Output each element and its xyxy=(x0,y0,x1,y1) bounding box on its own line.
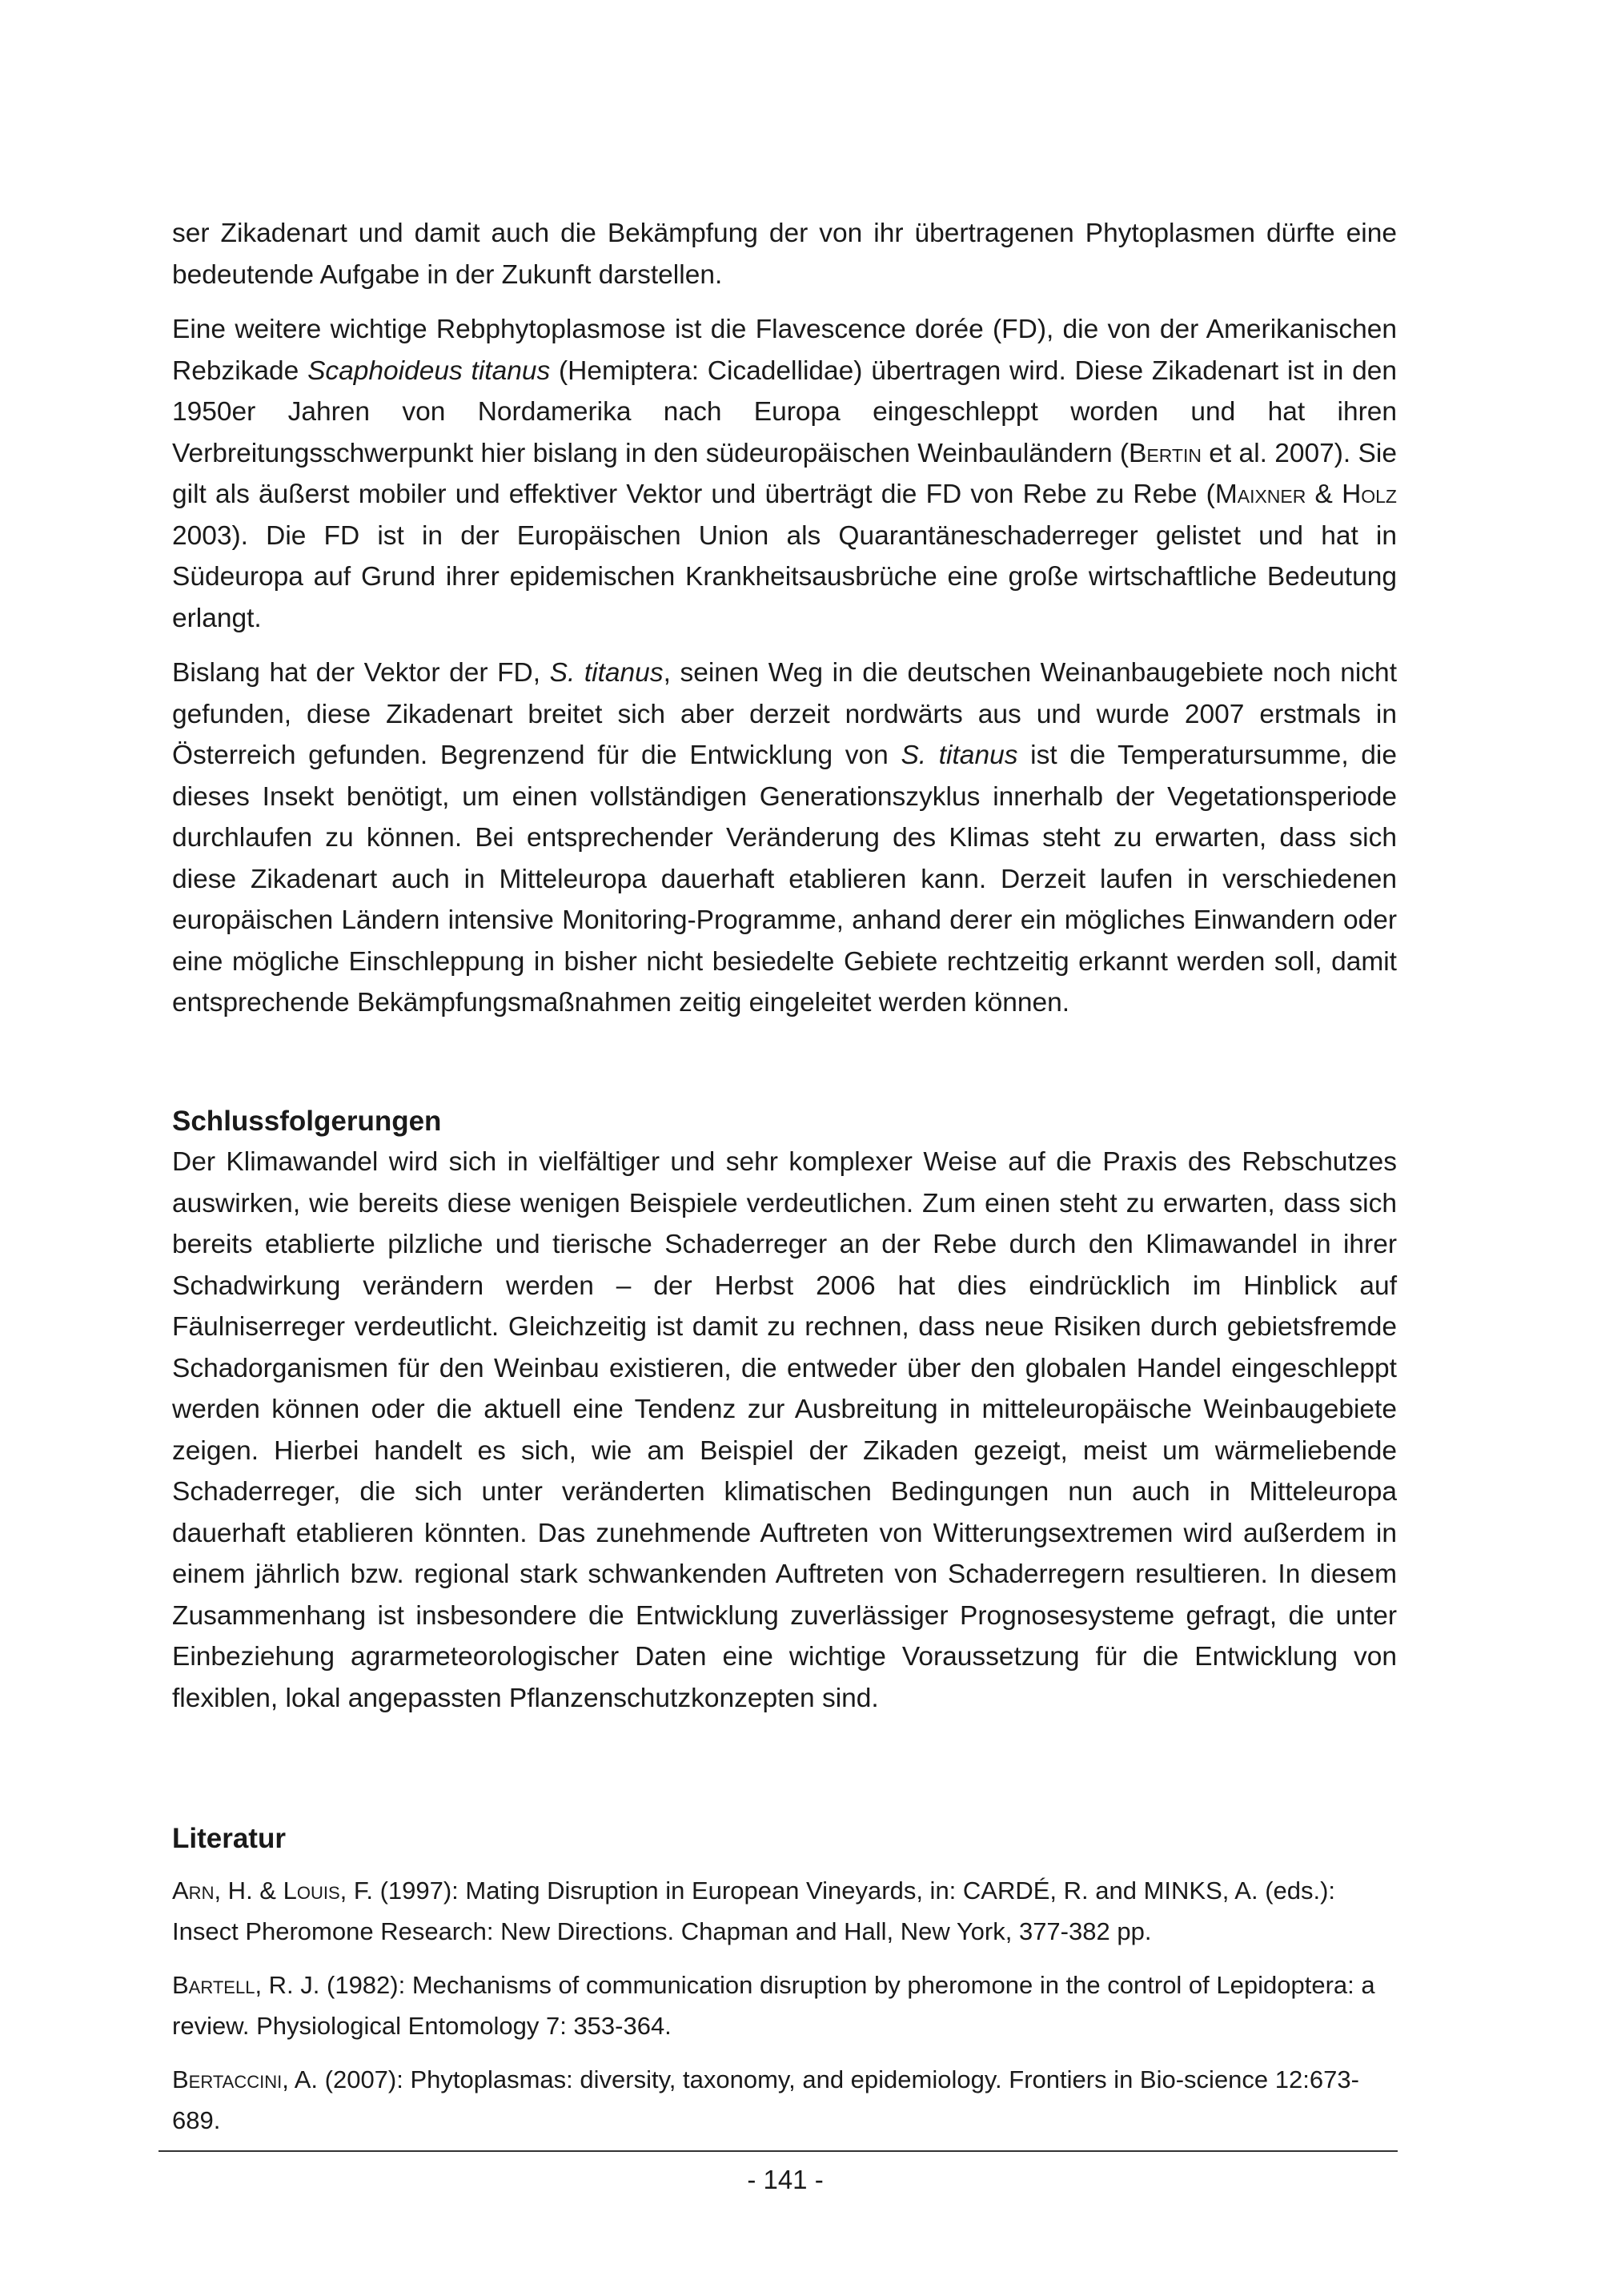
page-number: - 141 - xyxy=(747,2165,824,2194)
paragraph-1: ser Zikadenart und damit auch die Bekämpfung der von ihr übertragenen Phytoplasmen dürfte eine bedeutende Aufgabe in der Zukunft darstellen. xyxy=(172,219,1397,290)
citation-author: Bertin xyxy=(1129,438,1202,468)
section-heading: Literatur xyxy=(172,1823,286,1854)
section-heading: Schlussfolgerungen xyxy=(172,1106,442,1137)
literature-section xyxy=(172,1819,1397,2154)
reference-item: Bertaccini, A. (2007): Phytoplasmas: diversity, taxonomy, and epidemiology. Frontiers in Bio-science 12:673-689. xyxy=(172,2065,1359,2134)
paragraph-3: Bislang hat der Vektor der FD, S. titanus, seinen Weg in die deutschen Weinanbaugebiete noch nicht gefunden, diese Zikadenart breitet sich aber derzeit nordwärts aus und wurde 2007 erstmals in Österreich gefunden. Begrenzend für die Entwicklung von S. titanus ist die Temperatursumme, die dieses Insekt benötigt, um einen vollständigen Generationszyklus innerhalb der Vegetationsperiode durchlaufen zu können. Bei entsprechender Veränderung des Klimas steht zu erwarten, dass sich diese Zikadenart auch in Mitteleuropa dauerhaft etablieren kann. Derzeit laufen in verschiedenen europäischen Ländern intensive Monitoring-Programme, anhand derer ein mögliches Einwandern oder eine mögliche Einschleppung in bisher nicht besiedelte Gebiete rechtzeitig erkannt werden soll, damit entsprechende Bekämpfungsmaßnahmen zeitig eingeleitet werden können. xyxy=(172,658,1397,1018)
reference-item: Arn, H. & Louis, F. (1997): Mating Disruption in European Vineyards, in: CARDÉ, R. and MINKS, A. (eds.): Insect Pheromone Research: New Directions. Chapman and Hall, New York, 377-382 pp. xyxy=(172,1877,1336,1945)
reference-item: Bartell, R. J. (1982): Mechanisms of communication disruption by pheromone in the control of Lepidoptera: a review. Physiological Entomology 7: 353-364. xyxy=(172,1971,1375,2040)
body-text-top xyxy=(172,213,1397,1038)
conclusions-paragraph: Der Klimawandel wird sich in vielfältiger und sehr komplexer Weise auf die Praxis des Rebschutzes auswirken, wie bereits diese wenigen Beispiele verdeutlichen. Zum einen steht zu erwarten, dass sich bereits etablierte pilzliche und tierische Schaderreger an der Rebe durch den Klimawandel in ihrer Schadwirkung verändern werden – der Herbst 2006 hat dies eindrücklich im Hinblick auf Fäulniserreger verdeutlicht. Gleichzeitig ist damit zu rechnen, dass neue Risiken durch gebietsfremde Schadorganismen für den Weinbau existieren, die entweder über den globalen Handel eingeschleppt werden können oder die aktuell eine Tendenz zur Ausbreitung in mitteleuropäische Weinbaugebiete zeigen. Hierbei handelt es sich, wie am Beispiel der Zikaden gezeigt, meist um wärmeliebende Schaderreger, die sich unter veränderten klimatischen Bedingungen nun auch in Mitteleuropa dauerhaft etablieren könnten. Das zunehmende Auftreten von Witterungsextremen wird außerdem in einem jährlich bzw. regional stark schwankenden Auftreten von Schaderregern resultieren. In diesem Zusammenhang ist insbesondere die Entwicklung zuverlässiger Prognosesysteme gefragt, die unter Einbeziehung agrarmeteorologischer Daten eine wichtige Voraussetzung für die Entwicklung von flexiblen, lokal angepassten Pflanzenschutzkonzepten sind. xyxy=(172,1147,1397,1713)
footer-divider xyxy=(158,2150,1398,2152)
conclusions-section xyxy=(172,1102,1397,1732)
species-name: Scaphoideus titanus xyxy=(307,355,551,386)
paragraph-2: Eine weitere wichtige Rebphytoplasmose ist die Flavescence dorée (FD), die von der Amerikanischen Rebzikade Scaphoideus titanus (Hemiptera: Cicadellidae) übertragen wird. Diese Zikadenart ist in den 1950er Jahren von Nordamerika nach Europa eingeschleppt worden und hat ihren Verbreitungsschwerpunkt hier bislang in den südeuropäischen Weinbauländern (Bertin et al. 2007). Sie gilt als äußerst mobiler und effektiver Vektor und überträgt die FD von Rebe zu Rebe (Maixner & Holz 2003). Die FD ist in der Europäischen Union als Quarantäneschaderreger gelistet und hat in Südeuropa auf Grund ihrer epidemischen Krankheitsausbrüche eine große wirtschaftliche Bedeutung erlangt. xyxy=(172,315,1397,633)
